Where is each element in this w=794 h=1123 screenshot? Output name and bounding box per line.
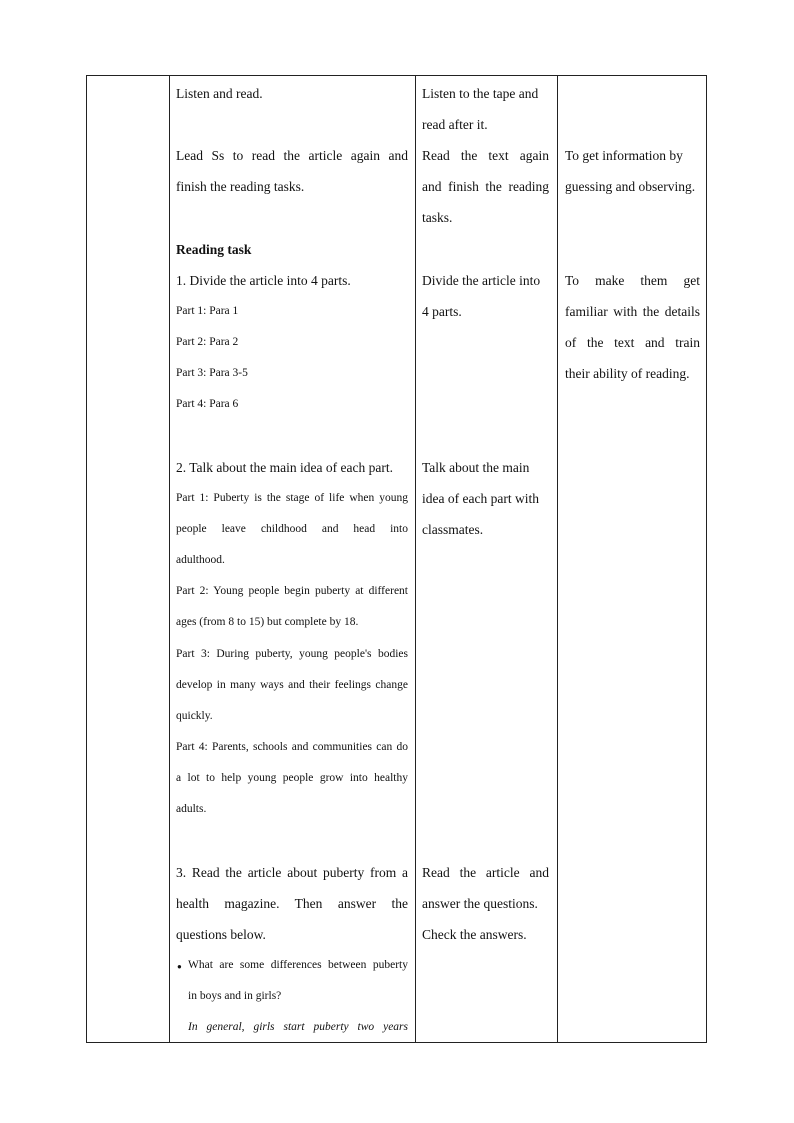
main-idea-line: adults. <box>176 803 207 815</box>
task-title: health magazine. Then answer the <box>176 896 408 911</box>
main-idea-line: people leave childhood and head into <box>176 523 408 535</box>
activity-text: Read the text again <box>422 148 549 163</box>
task-title: 3. Read the article about puberty from a <box>176 865 408 880</box>
purpose-text: of the text and train <box>565 335 700 350</box>
main-idea-line: Part 2: Young people begin puberty at different <box>176 585 408 597</box>
main-idea-line: adulthood. <box>176 554 225 566</box>
purpose-text: To make them get <box>565 273 700 288</box>
question-line: What are some differences between puberty <box>188 959 408 971</box>
part-item: Part 4: Para 6 <box>176 398 239 410</box>
activity-text: read after it. <box>422 117 488 132</box>
task-title: 2. Talk about the main idea of each part. <box>176 460 393 475</box>
teacher-activity-cell <box>170 76 415 1042</box>
lesson-plan-table <box>86 75 707 1043</box>
activity-text: finish the reading tasks. <box>176 179 305 194</box>
answer-line: In general, girls start puberty two years <box>188 1021 408 1033</box>
part-item: Part 1: Para 1 <box>176 305 239 317</box>
activity-text: Listen and read. <box>176 86 263 101</box>
task-title: 1. Divide the article into 4 parts. <box>176 273 351 288</box>
main-idea-line: quickly. <box>176 710 213 722</box>
bullet-icon: ● <box>177 962 182 971</box>
activity-text: Listen to the tape and <box>422 86 539 101</box>
main-idea-line: ages (from 8 to 15) but complete by 18. <box>176 616 359 628</box>
activity-text: tasks. <box>422 210 453 225</box>
part-item: Part 3: Para 3-5 <box>176 367 248 379</box>
activity-text: Lead Ss to read the article again and <box>176 148 408 163</box>
activity-text: Talk about the main <box>422 460 530 475</box>
empty-column-cell <box>87 76 169 1042</box>
activity-text: Divide the article into <box>422 273 541 288</box>
main-idea-line: Part 1: Puberty is the stage of life when young <box>176 492 408 504</box>
activity-text: Read the article and <box>422 865 549 880</box>
purpose-text: familiar with the details <box>565 304 700 319</box>
main-idea-line: a lot to help young people grow into healthy <box>176 772 408 784</box>
question-line: in boys and in girls? <box>188 990 282 1002</box>
activity-text: idea of each part with <box>422 491 539 506</box>
main-idea-line: develop in many ways and their feelings change <box>176 679 408 691</box>
purpose-text: To get information by <box>565 148 683 163</box>
part-item: Part 2: Para 2 <box>176 336 239 348</box>
activity-text: Check the answers. <box>422 927 527 942</box>
section-heading: Reading task <box>176 242 252 257</box>
activity-text: 4 parts. <box>422 304 462 319</box>
purpose-text: their ability of reading. <box>565 366 690 381</box>
purpose-text: guessing and observing. <box>565 179 696 194</box>
activity-text: answer the questions. <box>422 896 538 911</box>
activity-text: classmates. <box>422 522 484 537</box>
purpose-cell <box>558 76 707 1042</box>
student-activity-cell <box>416 76 557 1042</box>
activity-text: and finish the reading <box>422 179 549 194</box>
task-title: questions below. <box>176 927 266 942</box>
main-idea-line: Part 3: During puberty, young people's bodies <box>176 648 408 660</box>
main-idea-line: Part 4: Parents, schools and communities can do <box>176 741 408 753</box>
